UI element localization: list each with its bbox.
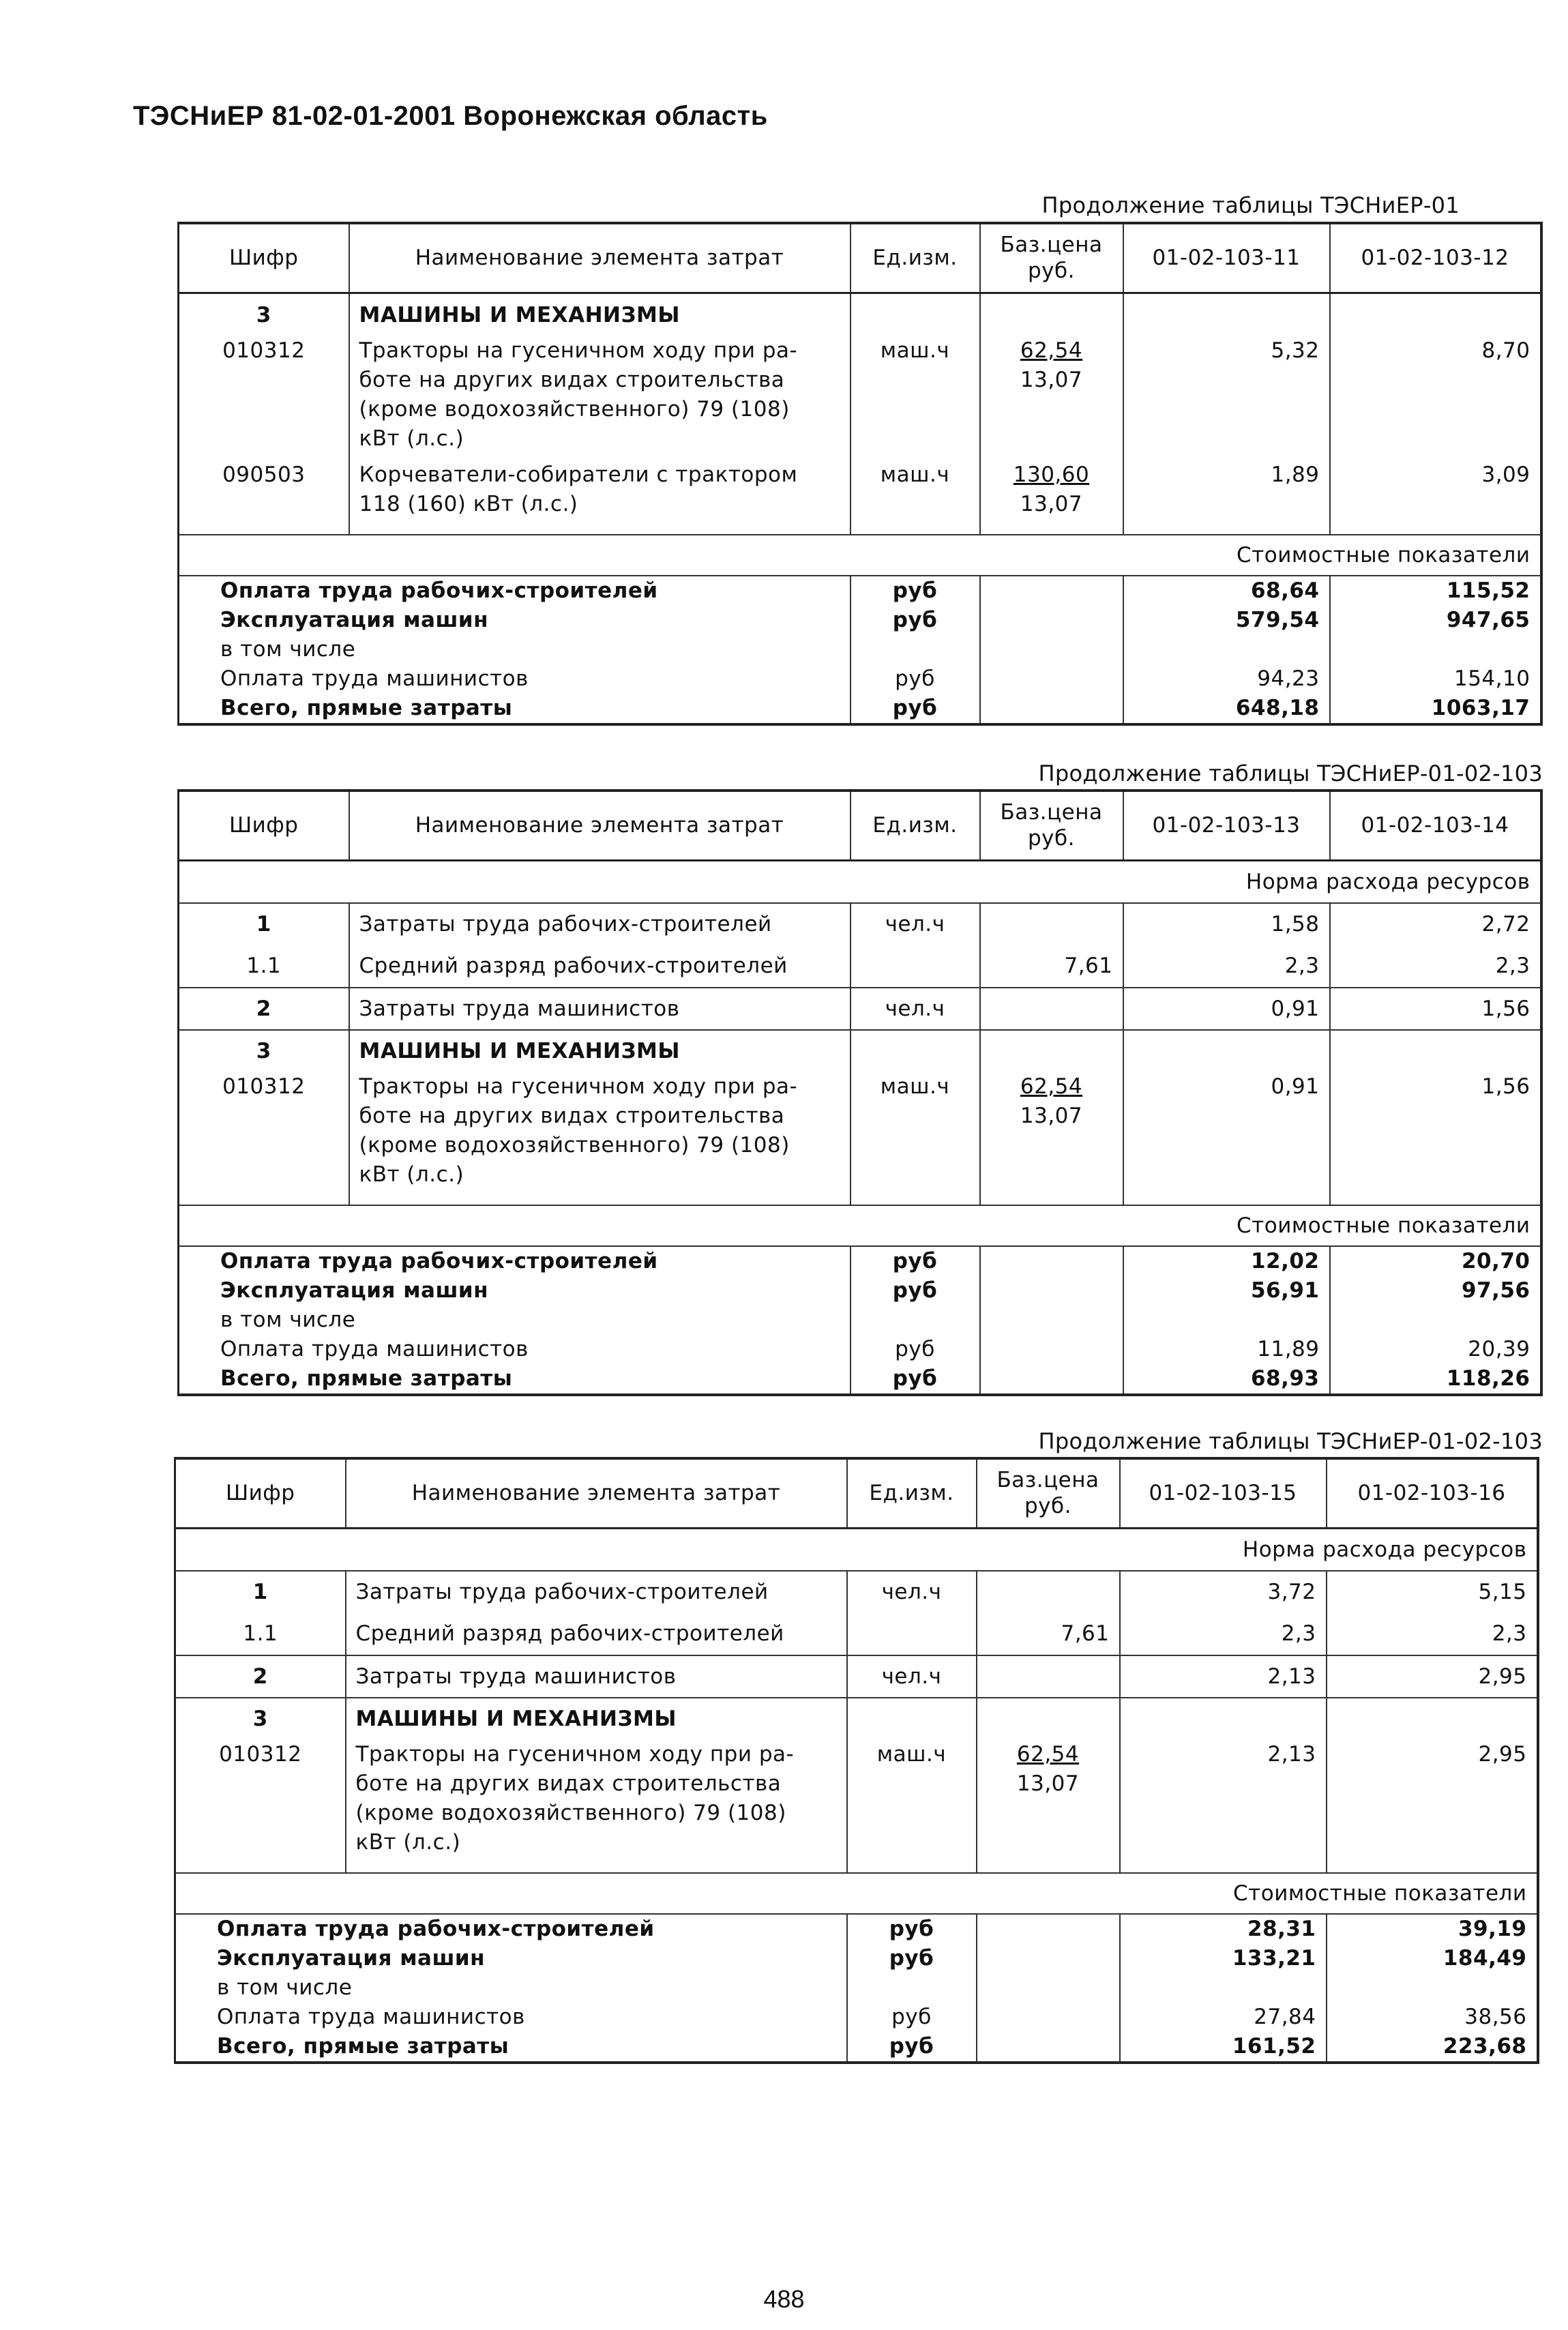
table-caption: Продолжение таблицы ТЭСНиЕР-01-02-103 (1038, 761, 1543, 786)
cost-value-b: 154,10 (1330, 664, 1541, 694)
cost-value-b: 38,56 (1327, 2003, 1538, 2032)
resource-table-2 (177, 789, 1543, 1396)
cost-unit: руб (850, 664, 980, 694)
resource-table-1 (177, 222, 1543, 726)
table-row (179, 1072, 1541, 1190)
cost-section-title: Стоимостные показатели (179, 535, 1541, 576)
cost-section-title: Стоимостные показатели (175, 1873, 1538, 1914)
resource-table-3 (174, 1457, 1539, 2064)
cost-value-a: 56,91 (1123, 1276, 1330, 1306)
cost-row (179, 576, 1541, 606)
cost-value-a: 12,02 (1123, 1246, 1330, 1276)
page-number: 488 (763, 2285, 805, 2313)
row-value-b: 2,95 (1327, 1740, 1538, 1857)
row-name: Корчеватели-собиратели с трактором 118 (160) кВт (л.с.) (349, 454, 850, 519)
table-row (175, 1571, 1538, 1613)
cost-row (179, 635, 1541, 664)
col-header-a: 01-02-103-11 (1123, 223, 1330, 293)
cost-label: Эксплуатация машин (175, 1944, 847, 1973)
cost-unit: руб (847, 1944, 977, 1973)
norm-section-title: Норма расхода ресурсов (175, 1528, 1538, 1571)
document-header: ТЭСНиЕР 81-02-01-2001 Воронежская область (133, 101, 768, 131)
row-code: 090503 (179, 454, 349, 519)
cost-label: Оплата труда машинистов (179, 1335, 850, 1364)
row-unit: чел.ч (850, 988, 980, 1030)
cost-unit: руб (850, 1246, 980, 1276)
row-value-b: 1,56 (1330, 1072, 1541, 1190)
row-value-b: 5,15 (1327, 1571, 1538, 1613)
col-header-price: Баз.цена руб. (977, 1458, 1120, 1528)
col-header-price-line2: руб. (1028, 259, 1075, 284)
section-code: 3 (179, 1030, 349, 1072)
cost-label: Оплата труда рабочих-строителей (179, 576, 850, 606)
col-header-unit: Ед.изм. (847, 1458, 977, 1528)
section-code: 3 (179, 293, 349, 336)
section-row (179, 293, 1541, 336)
row-unit: маш.ч (850, 454, 980, 519)
cost-row (175, 1944, 1538, 1973)
col-header-unit: Ед.изм. (850, 791, 980, 860)
table-header-row (175, 1458, 1538, 1528)
row-name: Средний разряд рабочих-строителей (346, 1613, 847, 1655)
col-header-b: 01-02-103-12 (1330, 223, 1541, 293)
cost-section-row (179, 1205, 1541, 1246)
row-value-a: 2,3 (1123, 945, 1330, 988)
row-name: Затраты труда машинистов (349, 988, 850, 1030)
cost-unit: руб (847, 1914, 977, 1944)
cost-value-a: 133,21 (1120, 1944, 1327, 1973)
cost-value-b: 947,65 (1330, 606, 1541, 635)
row-value-a: 2,13 (1120, 1655, 1327, 1698)
cost-unit: руб (847, 2003, 977, 2032)
col-header-b: 01-02-103-16 (1327, 1458, 1538, 1528)
row-unit: маш.ч (847, 1740, 977, 1857)
col-header-a: 01-02-103-13 (1123, 791, 1330, 860)
cost-row (179, 1246, 1541, 1276)
cost-value-b: 20,70 (1330, 1246, 1541, 1276)
table-row (175, 1613, 1538, 1655)
cost-value-a: 579,54 (1123, 606, 1330, 635)
row-value-b: 2,72 (1330, 903, 1541, 945)
cost-unit: руб (850, 606, 980, 635)
table-row (175, 1740, 1538, 1857)
cost-row (179, 1335, 1541, 1364)
row-unit: чел.ч (847, 1571, 977, 1613)
row-code: 1 (179, 903, 349, 945)
row-code: 2 (175, 1655, 346, 1698)
table-header-row (179, 223, 1541, 293)
cost-total-row (175, 2032, 1538, 2063)
cost-row (175, 1914, 1538, 1944)
row-code: 010312 (179, 1072, 349, 1190)
cost-label: Эксплуатация машин (179, 1276, 850, 1306)
cost-value-a: 27,84 (1120, 2003, 1327, 2032)
cost-value-b: 39,19 (1327, 1914, 1538, 1944)
col-header-code: Шифр (179, 791, 349, 860)
row-price: 130,60 13,07 (980, 454, 1123, 519)
row-code: 010312 (179, 336, 349, 454)
row-value-a: 1,58 (1123, 903, 1330, 945)
section-row (179, 1030, 1541, 1072)
cost-row (179, 1306, 1541, 1335)
row-name: Затраты труда рабочих-строителей (349, 903, 850, 945)
table-header-row (179, 791, 1541, 860)
cost-value-a: 68,93 (1123, 1364, 1330, 1395)
cost-total-row (179, 694, 1541, 724)
cost-label: Оплата труда рабочих-строителей (175, 1914, 847, 1944)
cost-value-b: 223,68 (1327, 2032, 1538, 2063)
col-header-price: Баз.цена руб. (980, 791, 1123, 860)
row-name: Средний разряд рабочих-строителей (349, 945, 850, 988)
cost-value-b: 1063,17 (1330, 694, 1541, 724)
cost-section-row (175, 1873, 1538, 1914)
row-value-a: 1,89 (1123, 454, 1330, 519)
row-code: 2 (179, 988, 349, 1030)
col-header-price (980, 223, 1123, 293)
section-row (175, 1698, 1538, 1740)
cost-label: в том числе (175, 1973, 847, 2003)
table-row (179, 945, 1541, 988)
cost-row (175, 1973, 1538, 2003)
row-name: Затраты труда рабочих-строителей (346, 1571, 847, 1613)
col-header-name: Наименование элемента затрат (346, 1458, 847, 1528)
table-row (179, 903, 1541, 945)
cost-row (179, 1276, 1541, 1306)
section-code: 3 (175, 1698, 346, 1740)
cost-unit: руб (850, 694, 980, 724)
cost-value-a: 28,31 (1120, 1914, 1327, 1944)
row-value-b: 3,09 (1330, 454, 1541, 519)
cost-unit: руб (850, 576, 980, 606)
row-name: Тракторы на гусеничном ходу при ра- боте на других видах строительства (кроме водохозяйственного) 79 (108) кВт (л.с.) (349, 1072, 850, 1190)
table-caption: Продолжение таблицы ТЭСНиЕР-01-02-103 (1038, 1428, 1543, 1454)
table-caption: Продолжение таблицы ТЭСНиЕР-01 (1041, 192, 1460, 218)
row-unit: чел.ч (850, 903, 980, 945)
cost-row (179, 606, 1541, 635)
cost-value-b: 97,56 (1330, 1276, 1541, 1306)
row-value-a: 3,72 (1120, 1571, 1327, 1613)
section-title: МАШИНЫ И МЕХАНИЗМЫ (349, 1030, 850, 1072)
table-row (179, 336, 1541, 454)
row-code: 010312 (175, 1740, 346, 1857)
col-header-price-line1: Баз.цена (1000, 233, 1103, 258)
cost-label: Всего, прямые затраты (179, 1364, 850, 1395)
norm-section-title: Норма расхода ресурсов (179, 860, 1541, 903)
row-value-b: 8,70 (1330, 336, 1541, 454)
row-unit: маш.ч (850, 336, 980, 454)
cost-value-a: 68,64 (1123, 576, 1330, 606)
col-header-name: Наименование элемента затрат (349, 223, 850, 293)
cost-total-row (179, 1364, 1541, 1395)
row-price: 62,54 13,07 (980, 336, 1123, 454)
table-row (179, 454, 1541, 519)
row-unit: маш.ч (850, 1072, 980, 1190)
row-value-b: 1,56 (1330, 988, 1541, 1030)
cost-value-a: 11,89 (1123, 1335, 1330, 1364)
row-code: 1 (175, 1571, 346, 1613)
cost-label: Оплата труда машинистов (179, 664, 850, 694)
row-name: Тракторы на гусеничном ходу при ра- боте на других видах строительства (кроме водохозяйственного) 79 (108) кВт (л.с.) (349, 336, 850, 454)
cost-label: Эксплуатация машин (179, 606, 850, 635)
norm-section-row (175, 1528, 1538, 1571)
row-price: 7,61 (980, 945, 1123, 988)
cost-unit: руб (850, 1364, 980, 1395)
cost-section-row (179, 535, 1541, 576)
cost-unit: руб (850, 1335, 980, 1364)
cost-value-b: 184,49 (1327, 1944, 1538, 1973)
row-value-b: 2,3 (1330, 945, 1541, 988)
row-name: Затраты труда машинистов (346, 1655, 847, 1698)
cost-section-title: Стоимостные показатели (179, 1205, 1541, 1246)
row-price: 62,54 13,07 (977, 1740, 1120, 1857)
table-row (179, 988, 1541, 1030)
cost-label: Оплата труда рабочих-строителей (179, 1246, 850, 1276)
row-code: 1.1 (179, 945, 349, 988)
cost-row (175, 2003, 1538, 2032)
table-row (175, 1655, 1538, 1698)
row-code: 1.1 (175, 1613, 346, 1655)
cost-label: Всего, прямые затраты (179, 694, 850, 724)
row-name: Тракторы на гусеничном ходу при ра- боте на других видах строительства (кроме водохозяйственного) 79 (108) кВт (л.с.) (346, 1740, 847, 1857)
row-value-b: 2,95 (1327, 1655, 1538, 1698)
cost-value-b: 20,39 (1330, 1335, 1541, 1364)
row-value-a: 2,3 (1120, 1613, 1327, 1655)
section-title: МАШИНЫ И МЕХАНИЗМЫ (349, 293, 850, 336)
cost-label: в том числе (179, 635, 850, 664)
cost-value-a: 94,23 (1123, 664, 1330, 694)
col-header-a: 01-02-103-15 (1120, 1458, 1327, 1528)
row-value-a: 0,91 (1123, 1072, 1330, 1190)
cost-label: Оплата труда машинистов (175, 2003, 847, 2032)
cost-value-b: 118,26 (1330, 1364, 1541, 1395)
row-value-a: 0,91 (1123, 988, 1330, 1030)
cost-unit: руб (847, 2032, 977, 2063)
row-price: 7,61 (977, 1613, 1120, 1655)
cost-value-b: 115,52 (1330, 576, 1541, 606)
section-title: МАШИНЫ И МЕХАНИЗМЫ (346, 1698, 847, 1740)
norm-section-row (179, 860, 1541, 903)
cost-label: в том числе (179, 1306, 850, 1335)
row-price: 62,54 13,07 (980, 1072, 1123, 1190)
row-value-b: 2,3 (1327, 1613, 1538, 1655)
cost-label: Всего, прямые затраты (175, 2032, 847, 2063)
col-header-unit: Ед.изм. (850, 223, 980, 293)
row-value-a: 5,32 (1123, 336, 1330, 454)
col-header-name: Наименование элемента затрат (349, 791, 850, 860)
col-header-code: Шифр (175, 1458, 346, 1528)
cost-unit: руб (850, 1276, 980, 1306)
col-header-code: Шифр (179, 223, 349, 293)
cost-row (179, 664, 1541, 694)
row-value-a: 2,13 (1120, 1740, 1327, 1857)
col-header-b: 01-02-103-14 (1330, 791, 1541, 860)
cost-value-a: 161,52 (1120, 2032, 1327, 2063)
cost-value-a: 648,18 (1123, 694, 1330, 724)
row-unit: чел.ч (847, 1655, 977, 1698)
